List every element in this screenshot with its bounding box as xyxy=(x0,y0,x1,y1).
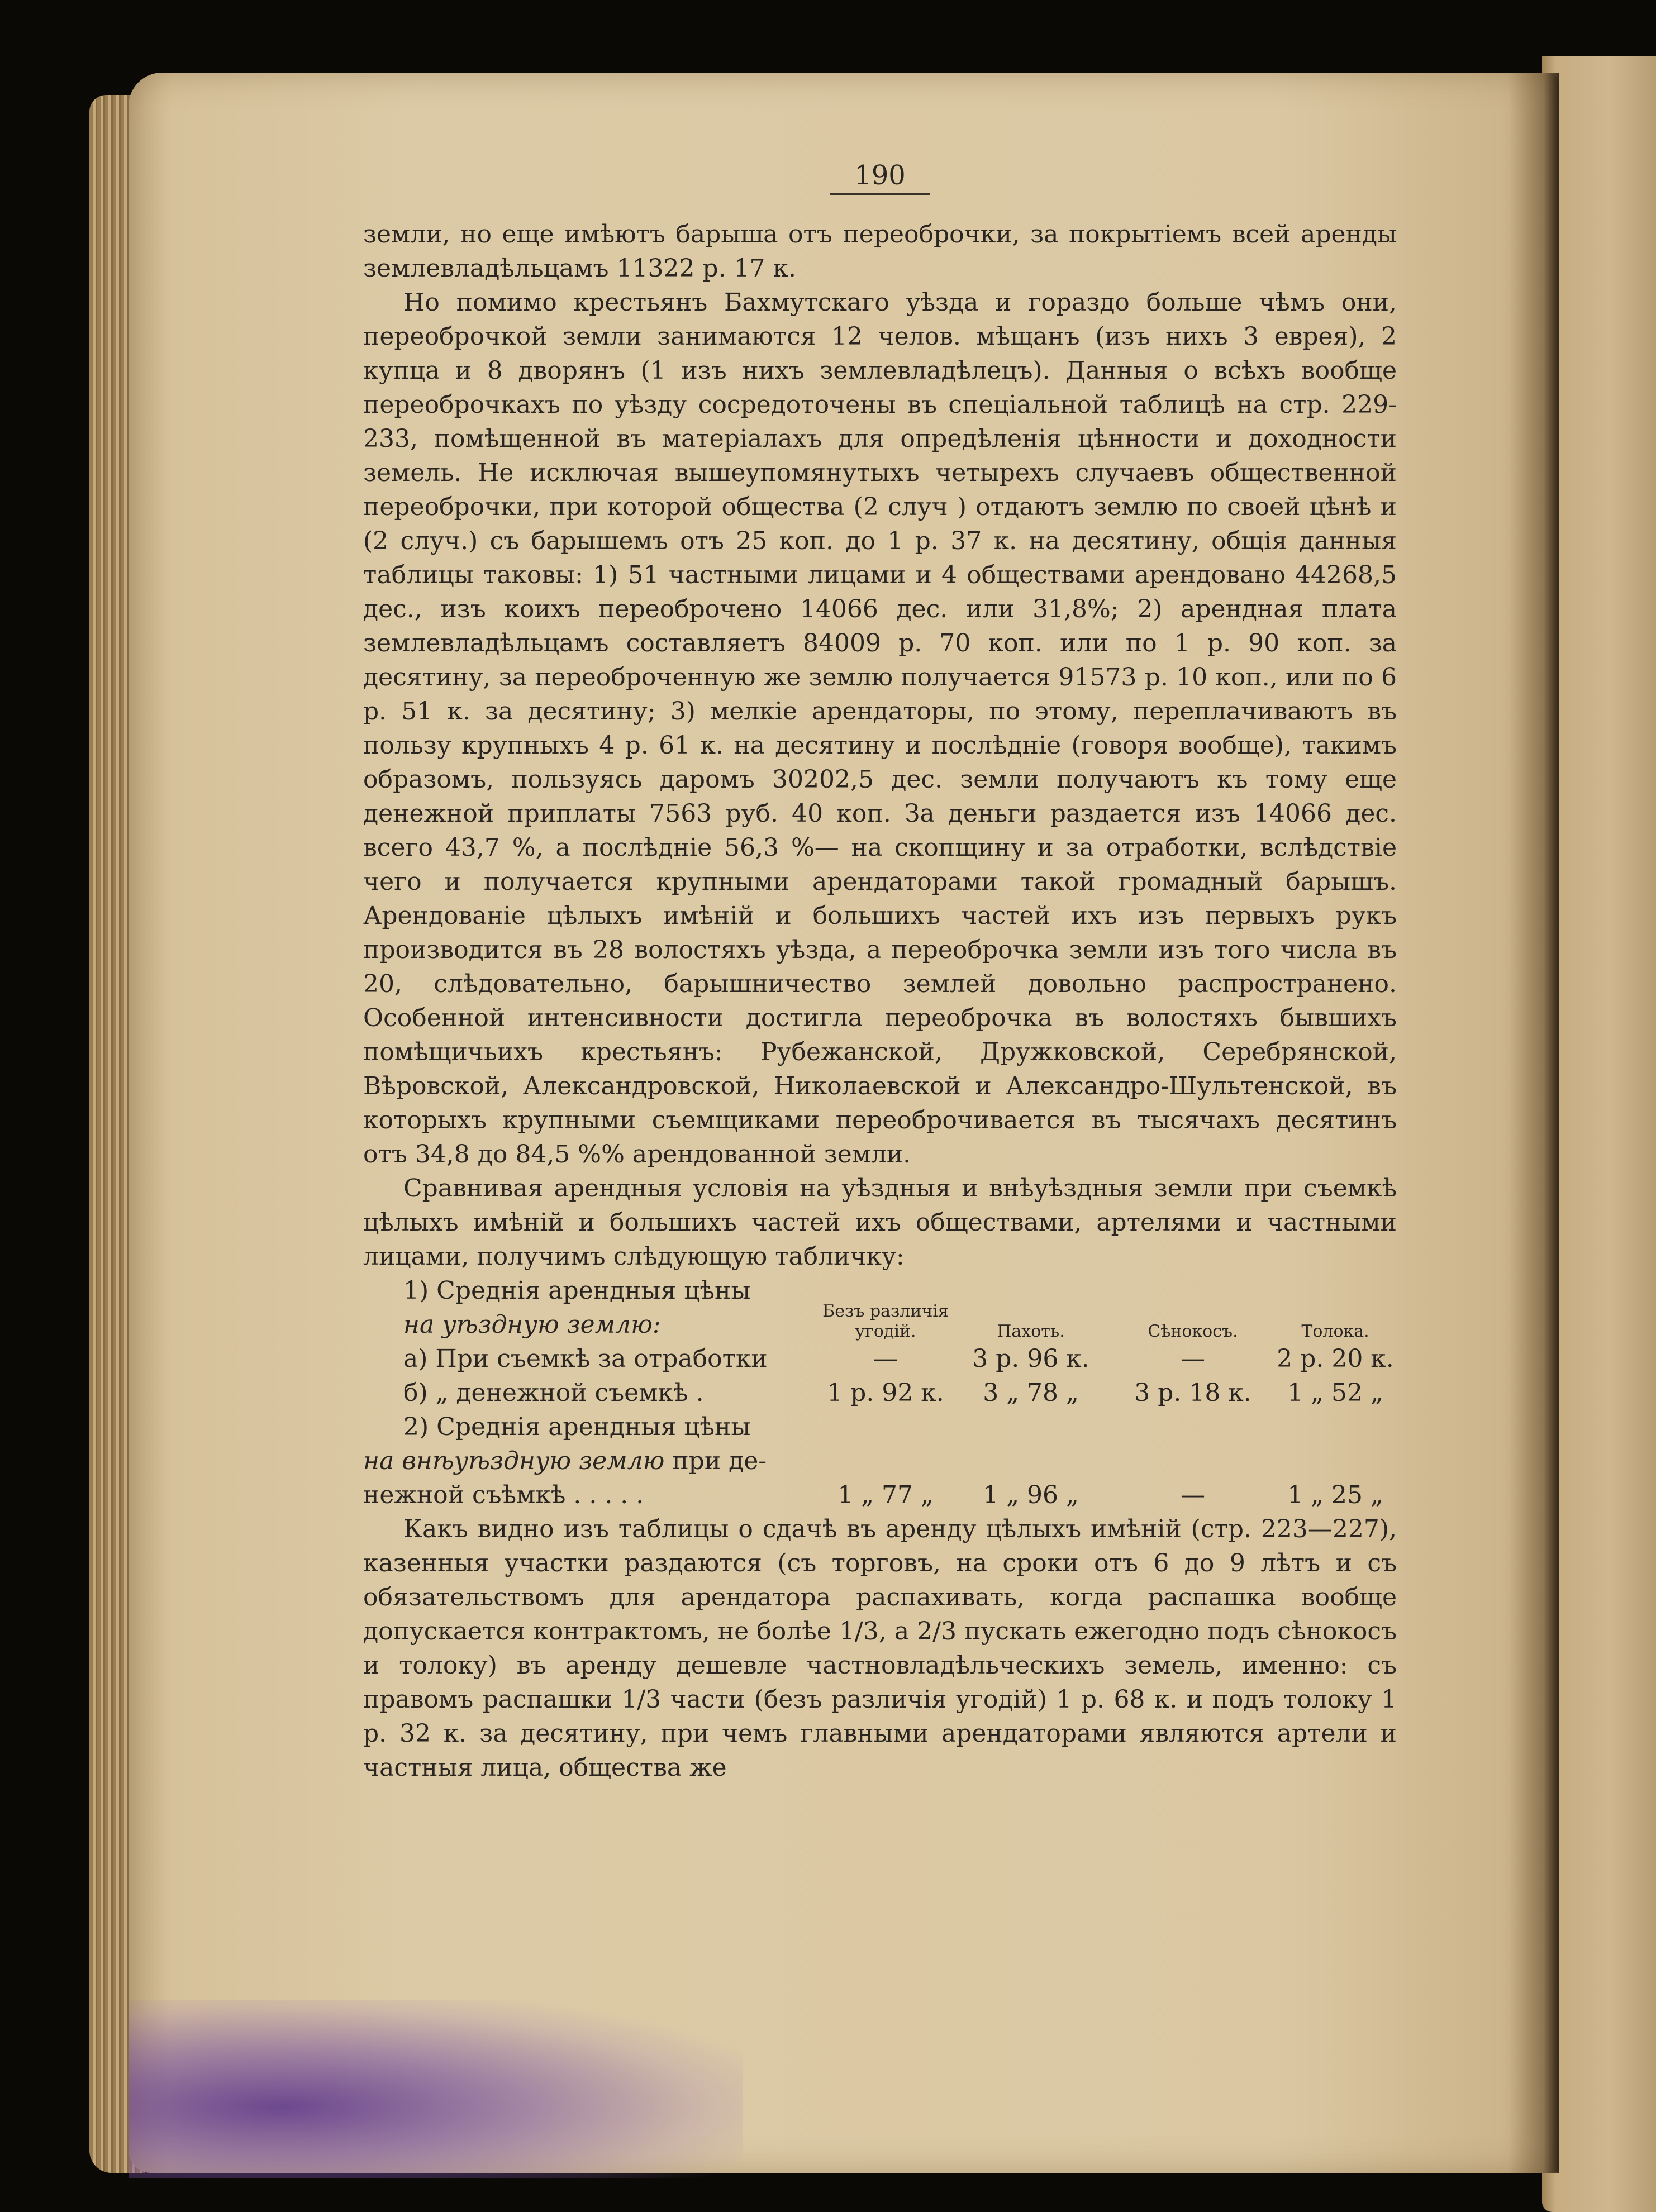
section2-label-line2 xyxy=(363,1444,821,1478)
paragraph-4: Какъ видно изъ таблицы о сдачѣ въ аренду цѣлыхъ имѣній (стр. 223—227), казенныя участки раздаются (съ торговъ, на сроки отъ 6 до 9 лѣтъ и съ обязательствомъ для арендатора распахивать, когда распашка вообще допускается контрактомъ, не болѣе 1/3, а 2/3 пускать ежегодно подъ сѣнокосъ и толоку) въ аренду дешевле частновладѣльческихъ земель, именно: съ правомъ распашки 1/3 части (безъ различія угодій) 1 р. 68 к. и подъ толоку 1 р. 32 к. за десятину, при чемъ главными арендаторами являются артели и частныя лица, общества же xyxy=(363,1515,1397,1782)
book-gutter xyxy=(1509,73,1559,2173)
table-row xyxy=(363,1342,1397,1376)
table-row xyxy=(363,1478,1397,1512)
table-cell: 1 „ 25 „ xyxy=(1287,1481,1383,1509)
paragraph-2: Но помимо крестьянъ Бахмутскаго уѣзда и гораздо больше чѣмъ они, переоброчкой земли занимаются 12 челов. мѣщанъ (изъ нихъ 3 еврея), 2 купца и 8 дворянъ (1 изъ нихъ землевладѣлецъ). Данныя о всѣхъ вообще переоброчкахъ по уѣзду сосредоточены въ спеціальной таблицѣ на стр. 229- 233, помѣщенной въ матеріалахъ для опредѣленія цѣнности и доходности земель. Не исключая вышеупомянутыхъ четырехъ случаевъ общественной переоброчки, при которой общества (2 случ ) отдаютъ землю по своей цѣнѣ и (2 случ.) съ барышемъ отъ 25 коп. до 1 р. 37 к. на десятину, общія данныя таблицы таковы: 1) 51 частными лицами и 4 обществами арендовано 44268,5 дес., изъ коихъ переоброчено 14066 дес. или 31,8%; 2) арендная плата землевладѣльцамъ составляетъ 84009 р. 70 коп. или по 1 р. 90 коп. за десятину, за переоброченную же землю получается 91573 р. 10 коп., или по 6 р. 51 к. за десятину; 3) мелкіе арендаторы, по этому, переплачиваютъ въ пользу крупныхъ 4 р. 61 к. на десятину и послѣдніе (говоря вообще), такимъ образомъ, пользуясь даромъ 30202,5 дес. земли получаютъ къ тому еще денежной приплаты 7563 руб. 40 коп. За деньги раздается изъ 14066 дес. всего 43,7 %, а послѣдніе 56,3 %— на скопщину и за отработки, вслѣдствіе чего и получается крупными арендаторами такой громадный барышъ. Арендованіе цѣлыхъ имѣній и большихъ частей ихъ изъ первыхъ рукъ производится въ 28 волостяхъ уѣзда, а переоброчка земли изъ того числа въ 20, слѣдовательно, барышничество землей довольно распространено. Особенной интенсивности достигла переоброчка въ волостяхъ бывшихъ помѣщичьихъ крестьянъ: Рубежанской, Дружковской, Серебрянской, Вѣровской, Александровской, Николаевской и Александро-Шультенской, въ которыхъ крупными съемщиками переоброчивается въ тысячахъ десятинъ отъ 34,8 до 84,5 %% арендованной земли. xyxy=(363,288,1397,1169)
rent-table xyxy=(363,1274,1397,1512)
section2-label-italic: на внѣуѣздную землю xyxy=(363,1447,665,1475)
section2-label-tail: при де- xyxy=(672,1447,767,1475)
table-cell: — xyxy=(1181,1345,1205,1373)
row-label: а) При съемкѣ за отработки xyxy=(403,1345,768,1373)
table-cell: 3 р. 18 к. xyxy=(1134,1379,1251,1407)
row-label: нежной съѣмкѣ . . . . . xyxy=(363,1481,644,1509)
section2-label: 2) Среднія арендныя цѣны xyxy=(403,1413,751,1441)
table-cell: 1 „ 96 „ xyxy=(983,1481,1079,1509)
ink-stain xyxy=(129,2000,743,2178)
section1-label-italic: на уѣздную землю: xyxy=(403,1310,661,1339)
table-header-row xyxy=(363,1274,1397,1342)
column-header: Безъ различія угодій. xyxy=(822,1302,949,1341)
table-row xyxy=(363,1376,1397,1410)
table-cell: 1 р. 92 к. xyxy=(827,1379,944,1407)
paragraph-1: земли, но еще имѣютъ барыша отъ переоброчки, за покрытіемъ всей аренды землевладѣльцамъ 11322 р. 17 к. xyxy=(363,220,1397,283)
column-header: Толока. xyxy=(1301,1322,1369,1341)
row-label: б) „ денежной съемкѣ . xyxy=(403,1379,704,1407)
table-cell: 1 „ 77 „ xyxy=(837,1481,934,1509)
section1-label: 1) Среднія арендныя цѣны на уѣздную землю: xyxy=(403,1276,751,1339)
body-text-bottom xyxy=(363,1512,1397,1785)
table-cell: — xyxy=(873,1345,898,1373)
column-header: Пахоть. xyxy=(997,1322,1065,1341)
page-number: 190 xyxy=(830,162,930,195)
table-section2-row xyxy=(363,1410,1397,1444)
column-header: Сѣнокосъ. xyxy=(1148,1322,1238,1341)
page-content xyxy=(363,112,1397,1785)
table-cell: 3 р. 96 к. xyxy=(972,1345,1089,1373)
paragraph-3: Сравнивая арендныя условія на уѣздныя и внѣуѣздныя земли при съемкѣ цѣлыхъ имѣній и большихъ частей ихъ обществами, артелями и частными лицами, получимъ слѣдующую табличку: xyxy=(363,1174,1397,1271)
table-cell: 3 „ 78 „ xyxy=(983,1379,1079,1407)
body-text xyxy=(363,217,1397,1274)
table-cell: 2 р. 20 к. xyxy=(1277,1345,1394,1373)
adjacent-page xyxy=(1542,56,1656,2212)
table-section2-row xyxy=(363,1444,1397,1478)
table-cell: — xyxy=(1181,1481,1205,1509)
table-cell: 1 „ 52 „ xyxy=(1287,1379,1383,1407)
